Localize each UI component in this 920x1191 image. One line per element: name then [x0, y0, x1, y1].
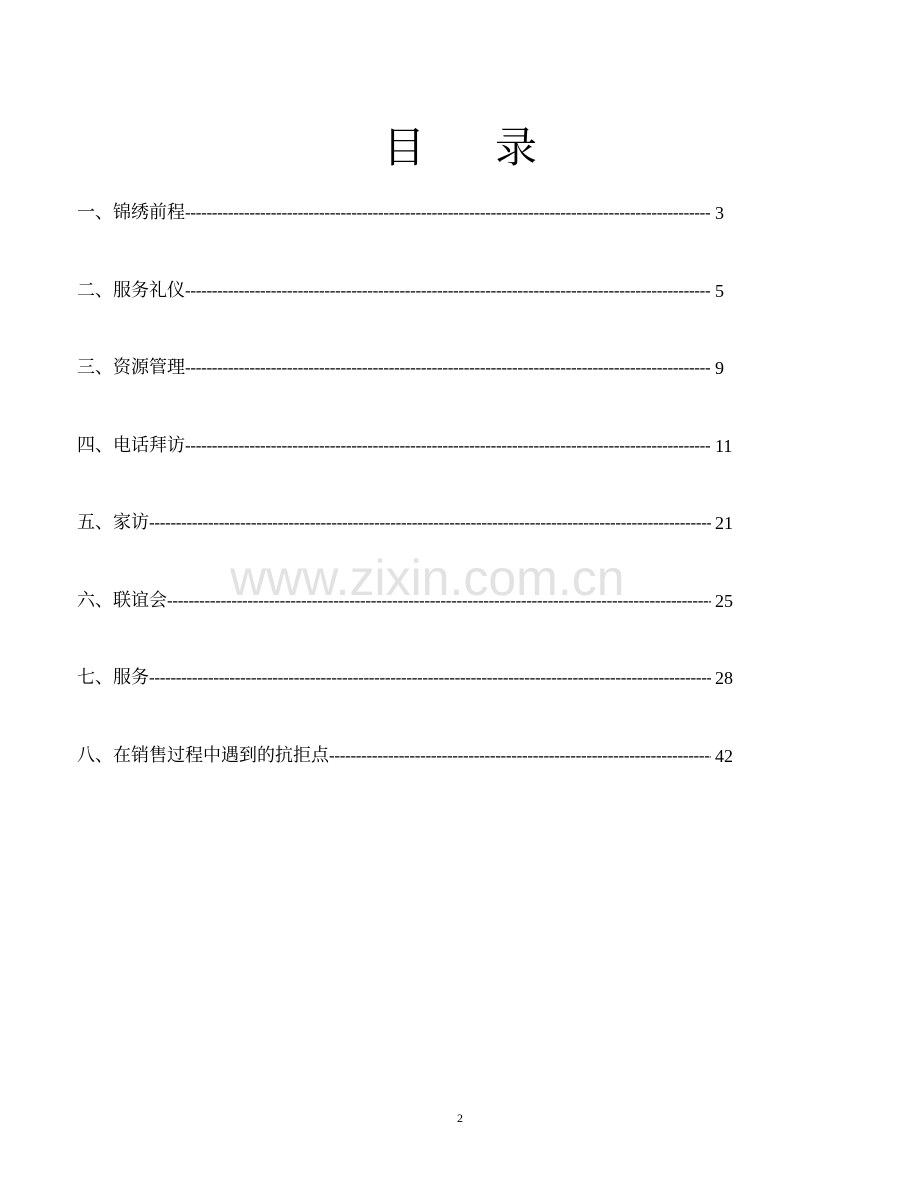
title-char-2: 录: [495, 123, 538, 172]
toc-entry[interactable]: [77, 738, 737, 816]
toc-entry-page: 25: [715, 590, 733, 611]
toc-leader-dashes: [185, 273, 711, 309]
toc-entry[interactable]: [77, 273, 737, 351]
toc-entry-label: 六、联谊会: [77, 589, 167, 611]
toc-entry-page: 5: [715, 280, 724, 301]
toc-entry-label: 八、在销售过程中遇到的抗拒点: [77, 744, 329, 766]
toc-entry-page: 42: [715, 745, 733, 766]
toc-entry-page: 9: [715, 358, 724, 378]
toc-entry[interactable]: [77, 583, 737, 661]
table-of-contents: [77, 195, 737, 815]
toc-entry-label: 七、服务: [77, 667, 149, 688]
toc-leader-dashes: [149, 660, 711, 696]
toc-entry-label: 四、电话拜访: [77, 434, 185, 456]
toc-entry-label: 五、家访: [77, 512, 149, 533]
toc-entry-label: 三、资源管理: [77, 357, 185, 378]
toc-leader-dashes: [167, 583, 711, 619]
toc-leader-dashes: [329, 738, 711, 774]
toc-leader-dashes: [185, 195, 711, 231]
toc-entry-page: 11: [715, 435, 733, 456]
toc-entry[interactable]: [77, 428, 737, 506]
watermark: www.zixin.com.cn: [230, 550, 625, 606]
toc-entry[interactable]: [77, 660, 737, 738]
toc-entry-page: 3: [715, 203, 724, 223]
page-title: [0, 118, 920, 178]
toc-entry-label: 二、服务礼仪: [77, 279, 185, 301]
toc-leader-dashes: [185, 428, 711, 464]
toc-leader-dashes: [149, 505, 711, 541]
title-char-1: 目: [382, 123, 425, 172]
toc-entry[interactable]: [77, 505, 737, 583]
toc-entry[interactable]: [77, 195, 737, 273]
toc-leader-dashes: [185, 350, 711, 386]
toc-entry[interactable]: [77, 350, 737, 428]
toc-entry-page: 21: [715, 513, 733, 533]
toc-entry-label: 一、锦绣前程: [77, 202, 185, 223]
toc-entry-page: 28: [715, 668, 733, 688]
page-number: 2: [457, 1111, 463, 1125]
